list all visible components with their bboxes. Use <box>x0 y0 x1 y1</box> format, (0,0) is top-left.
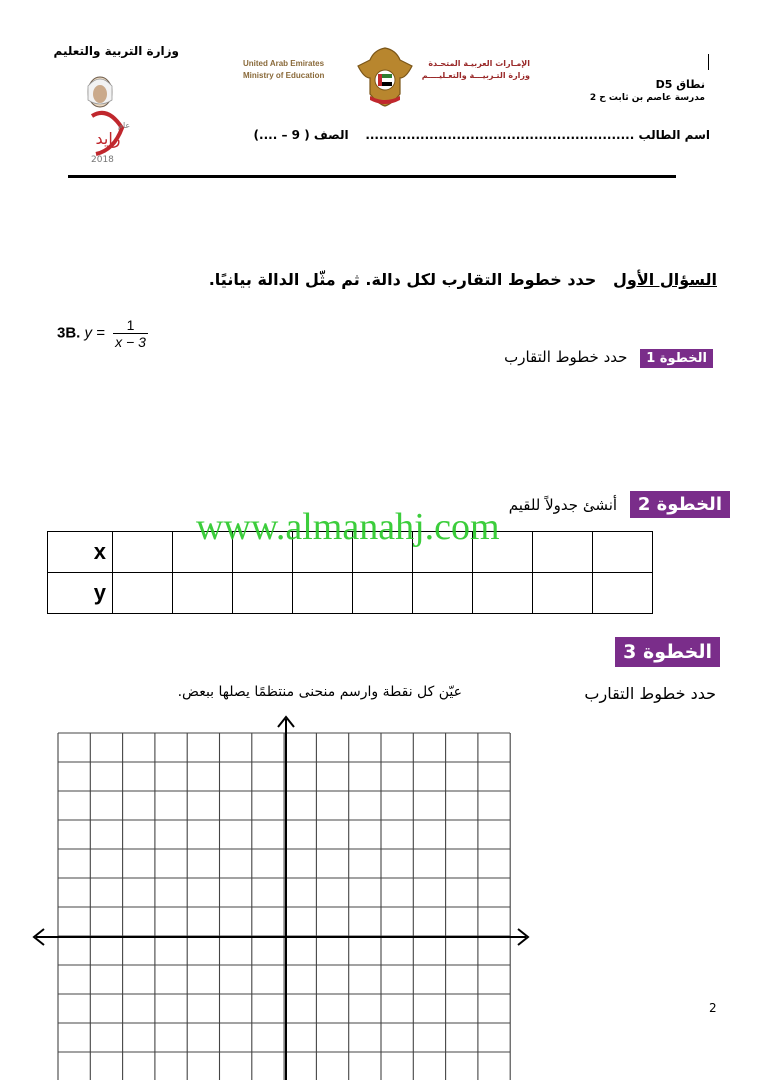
fraction-denominator: x − 3 <box>115 334 146 350</box>
table-cell[interactable] <box>533 573 593 614</box>
uae-ministry-en <box>243 58 324 82</box>
table-cell[interactable] <box>593 573 653 614</box>
table-cell[interactable] <box>353 573 413 614</box>
step-3-asymptotes-text: حدد خطوط التقارب <box>584 684 716 703</box>
student-info-line <box>186 128 710 142</box>
class-label: الصف ( <box>304 128 349 142</box>
table-cell[interactable] <box>533 532 593 573</box>
table-cell[interactable] <box>113 532 173 573</box>
equation-lhs: y = <box>84 324 105 342</box>
uae-ministry-ar <box>422 58 530 82</box>
step-3-plot-text: عيّن كل نقطة وارسم منحنى منتظمًا يصلها ببعض. <box>177 684 462 700</box>
header-divider <box>708 54 709 70</box>
step-3-badge: الخطوة 3 <box>615 637 720 667</box>
step-2-badge: الخطوة 2 <box>630 491 730 518</box>
question-title <box>209 270 717 289</box>
zayed-word: زايد <box>95 129 121 148</box>
table-cell[interactable] <box>173 573 233 614</box>
year-number: 2018 <box>91 155 114 165</box>
header-rule <box>68 175 676 178</box>
fraction-numerator: 1 <box>113 317 148 334</box>
question-label: السؤال الأول <box>613 270 717 289</box>
table-row-label: x <box>48 532 113 573</box>
coordinate-grid[interactable] <box>30 715 540 1080</box>
watermark: www.almanahj.com <box>196 506 500 548</box>
grid-lines <box>58 733 510 1080</box>
uae-ar-line2: وزارة التـربيـــة والتعـليــــم <box>421 71 530 80</box>
step-1 <box>504 348 713 368</box>
step-2 <box>509 491 730 518</box>
step-1-text: حدد خطوط التقارب <box>504 348 628 366</box>
student-name-label: اسم الطالب <box>638 128 710 142</box>
school-name: مدرسة عاصم بن ثابت ح 2 <box>589 93 705 103</box>
table-cell[interactable] <box>413 573 473 614</box>
uae-en-line2: Ministry of Education <box>243 71 325 80</box>
year-word: عام <box>118 121 131 130</box>
table-cell[interactable] <box>233 573 293 614</box>
student-name-field[interactable]: ........................................................... <box>365 128 635 142</box>
step-1-badge: الخطوة 1 <box>640 349 713 368</box>
year-of-zayed-logo <box>78 70 140 166</box>
table-cell[interactable] <box>473 573 533 614</box>
equation-fraction <box>113 317 148 350</box>
problem-number: 3B. <box>57 324 81 342</box>
page-number: 2 <box>709 1001 717 1015</box>
step-3 <box>615 637 720 667</box>
scope-code: نطاق D5 <box>655 78 705 91</box>
table-cell[interactable] <box>593 532 653 573</box>
class-section-field[interactable]: – ....) <box>253 128 288 142</box>
table-cell[interactable] <box>293 573 353 614</box>
question-text: حدد خطوط التقارب لكل دالة. ثم مثّل الدالة بيانيًا. <box>208 270 597 289</box>
table-cell[interactable] <box>113 573 173 614</box>
table-row-label: y <box>48 573 113 614</box>
table-row-y <box>48 573 653 614</box>
uae-ar-line1: الإمـارات العربيـة المتحـدة <box>428 59 530 68</box>
ministry-title-ar: وزارة التربية والتعليم <box>53 44 179 58</box>
uae-en-line1: United Arab Emirates <box>243 59 325 68</box>
problem-equation <box>57 317 148 350</box>
class-grade: 9 <box>291 128 300 142</box>
step-2-text: أنشئ جدولاً للقيم <box>508 496 618 514</box>
uae-emblem-icon <box>356 44 414 108</box>
